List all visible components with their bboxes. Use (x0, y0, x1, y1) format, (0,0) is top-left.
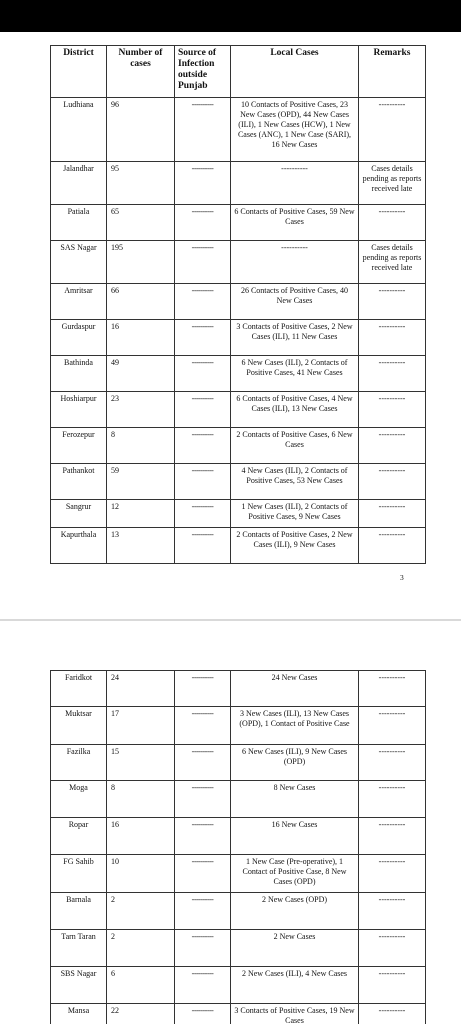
local-cases-cell: 6 Contacts of Positive Cases, 4 New Cases (ILI), 13 New Cases (231, 392, 359, 428)
remarks-cell: Cases details pending as reports received late (359, 162, 426, 205)
table-row (51, 707, 426, 745)
remarks-cell: ---------- (359, 930, 426, 967)
source-cell: ---------- (175, 98, 231, 162)
remarks-cell: ---------- (359, 98, 426, 162)
local-cases-cell: 10 Contacts of Positive Cases, 23 New Cases (OPD), 44 New Cases (ILI), 1 New Cases (HCW), 1 New Cases (ANC), 1 New Case (SARI), 16 New Cases (231, 98, 359, 162)
cases-count-cell: 66 (107, 284, 175, 320)
district-cell: FG Sahib (51, 855, 107, 893)
district-cell: Gurdaspur (51, 320, 107, 356)
local-cases-cell: 3 New Cases (ILI), 13 New Cases (OPD), 1 Contact of Positive Case (231, 707, 359, 745)
district-cell: Ferozepur (51, 428, 107, 464)
table-row (51, 392, 426, 428)
remarks-cell: ---------- (359, 320, 426, 356)
source-cell: ---------- (175, 320, 231, 356)
header-number-of-cases: Number of cases (107, 46, 175, 98)
local-cases-cell: 24 New Cases (231, 671, 359, 707)
table-row (51, 781, 426, 818)
table-row (51, 98, 426, 162)
cases-count-cell: 96 (107, 98, 175, 162)
local-cases-cell: 3 Contacts of Positive Cases, 19 New Cases (231, 1004, 359, 1024)
local-cases-cell: 6 Contacts of Positive Cases, 59 New Cases (231, 205, 359, 241)
table-row (51, 162, 426, 205)
remarks-cell: ---------- (359, 818, 426, 855)
district-cell: Muktsar (51, 707, 107, 745)
district-cell: Ropar (51, 818, 107, 855)
cases-count-cell: 15 (107, 745, 175, 781)
local-cases-cell: 3 Contacts of Positive Cases, 2 New Cases (ILI), 11 New Cases (231, 320, 359, 356)
cases-table-page-2 (50, 670, 426, 1024)
district-cell: Mansa (51, 1004, 107, 1024)
cases-count-cell: 12 (107, 500, 175, 528)
district-cell: SAS Nagar (51, 241, 107, 284)
source-cell: ---------- (175, 967, 231, 1004)
remarks-cell: ---------- (359, 528, 426, 564)
remarks-cell: ---------- (359, 284, 426, 320)
district-cell: Ludhiana (51, 98, 107, 162)
table-row (51, 893, 426, 930)
document-page-2 (0, 621, 461, 1024)
local-cases-cell: 6 New Cases (ILI), 2 Contacts of Positive Cases, 41 New Cases (231, 356, 359, 392)
table-row (51, 855, 426, 893)
district-cell: Amritsar (51, 284, 107, 320)
table-row (51, 528, 426, 564)
local-cases-cell: 2 New Cases (231, 930, 359, 967)
source-cell: ---------- (175, 392, 231, 428)
source-cell: ---------- (175, 855, 231, 893)
table-row (51, 818, 426, 855)
cases-count-cell: 8 (107, 428, 175, 464)
remarks-cell: ---------- (359, 893, 426, 930)
local-cases-cell: 16 New Cases (231, 818, 359, 855)
source-cell: ---------- (175, 745, 231, 781)
district-cell: Barnala (51, 893, 107, 930)
cases-count-cell: 16 (107, 818, 175, 855)
table-row (51, 671, 426, 707)
source-cell: ---------- (175, 162, 231, 205)
local-cases-cell: 8 New Cases (231, 781, 359, 818)
source-cell: ---------- (175, 1004, 231, 1024)
remarks-cell: ---------- (359, 745, 426, 781)
cases-count-cell: 13 (107, 528, 175, 564)
source-cell: ---------- (175, 707, 231, 745)
district-cell: Fazilka (51, 745, 107, 781)
cases-table-page-1 (50, 45, 426, 564)
source-cell: ---------- (175, 356, 231, 392)
remarks-cell: ---------- (359, 356, 426, 392)
table-row (51, 930, 426, 967)
table-header-row (51, 46, 426, 98)
local-cases-cell: 6 New Cases (ILI), 9 New Cases (OPD) (231, 745, 359, 781)
table-body-page-1 (51, 98, 426, 564)
remarks-cell: ---------- (359, 707, 426, 745)
local-cases-cell: 2 New Cases (ILI), 4 New Cases (231, 967, 359, 1004)
district-cell: Jalandhar (51, 162, 107, 205)
remarks-cell: ---------- (359, 464, 426, 500)
remarks-cell: ---------- (359, 967, 426, 1004)
remarks-cell: ---------- (359, 500, 426, 528)
cases-count-cell: 2 (107, 893, 175, 930)
district-cell: Faridkot (51, 671, 107, 707)
district-cell: Tarn Taran (51, 930, 107, 967)
table-row (51, 241, 426, 284)
remarks-cell: ---------- (359, 428, 426, 464)
source-cell: ---------- (175, 205, 231, 241)
remarks-cell: ---------- (359, 1004, 426, 1024)
remarks-cell: ---------- (359, 671, 426, 707)
local-cases-cell: 4 New Cases (ILI), 2 Contacts of Positive Cases, 53 New Cases (231, 464, 359, 500)
table-row (51, 205, 426, 241)
district-cell: SBS Nagar (51, 967, 107, 1004)
local-cases-cell: 1 New Cases (ILI), 2 Contacts of Positive Cases, 9 New Cases (231, 500, 359, 528)
district-cell: Patiala (51, 205, 107, 241)
local-cases-cell: 2 Contacts of Positive Cases, 6 New Cases (231, 428, 359, 464)
cases-count-cell: 195 (107, 241, 175, 284)
district-cell: Hoshiarpur (51, 392, 107, 428)
source-cell: ---------- (175, 818, 231, 855)
remarks-cell: ---------- (359, 205, 426, 241)
header-remarks: Remarks (359, 46, 426, 98)
cases-count-cell: 16 (107, 320, 175, 356)
remarks-cell: ---------- (359, 392, 426, 428)
source-cell: ---------- (175, 528, 231, 564)
source-cell: ---------- (175, 500, 231, 528)
remarks-cell: ---------- (359, 855, 426, 893)
source-cell: ---------- (175, 671, 231, 707)
cases-count-cell: 59 (107, 464, 175, 500)
district-cell: Bathinda (51, 356, 107, 392)
cases-count-cell: 95 (107, 162, 175, 205)
header-district: District (51, 46, 107, 98)
cases-count-cell: 8 (107, 781, 175, 818)
cases-count-cell: 10 (107, 855, 175, 893)
district-cell: Sangrur (51, 500, 107, 528)
source-cell: ---------- (175, 930, 231, 967)
header-source-of-infection: Source of Infection outside Punjab (175, 46, 231, 98)
cases-count-cell: 65 (107, 205, 175, 241)
source-cell: ---------- (175, 464, 231, 500)
district-cell: Pathankot (51, 464, 107, 500)
table-row (51, 284, 426, 320)
table-body-page-2 (51, 671, 426, 1024)
cases-count-cell: 49 (107, 356, 175, 392)
table-row (51, 320, 426, 356)
table-row (51, 1004, 426, 1024)
cases-count-cell: 2 (107, 930, 175, 967)
table-row (51, 356, 426, 392)
local-cases-cell: 1 New Case (Pre-operative), 1 Contact of Positive Case, 8 New Cases (OPD) (231, 855, 359, 893)
local-cases-cell: ---------- (231, 241, 359, 284)
table-row (51, 745, 426, 781)
table-row (51, 500, 426, 528)
source-cell: ---------- (175, 893, 231, 930)
local-cases-cell: 2 New Cases (OPD) (231, 893, 359, 930)
remarks-cell: ---------- (359, 781, 426, 818)
district-cell: Moga (51, 781, 107, 818)
header-local-cases: Local Cases (231, 46, 359, 98)
source-cell: ---------- (175, 241, 231, 284)
source-cell: ---------- (175, 428, 231, 464)
cases-count-cell: 23 (107, 392, 175, 428)
document-page-1 (0, 32, 461, 619)
table-row (51, 967, 426, 1004)
source-cell: ---------- (175, 284, 231, 320)
cases-count-cell: 24 (107, 671, 175, 707)
remarks-cell: Cases details pending as reports received late (359, 241, 426, 284)
top-black-bar (0, 0, 461, 32)
cases-count-cell: 6 (107, 967, 175, 1004)
page-number: 3 (400, 573, 404, 582)
table-row (51, 464, 426, 500)
local-cases-cell: 2 Contacts of Positive Cases, 2 New Cases (ILI), 9 New Cases (231, 528, 359, 564)
cases-count-cell: 17 (107, 707, 175, 745)
source-cell: ---------- (175, 781, 231, 818)
district-cell: Kapurthala (51, 528, 107, 564)
local-cases-cell: 26 Contacts of Positive Cases, 40 New Cases (231, 284, 359, 320)
local-cases-cell: ---------- (231, 162, 359, 205)
cases-count-cell: 22 (107, 1004, 175, 1024)
table-row (51, 428, 426, 464)
